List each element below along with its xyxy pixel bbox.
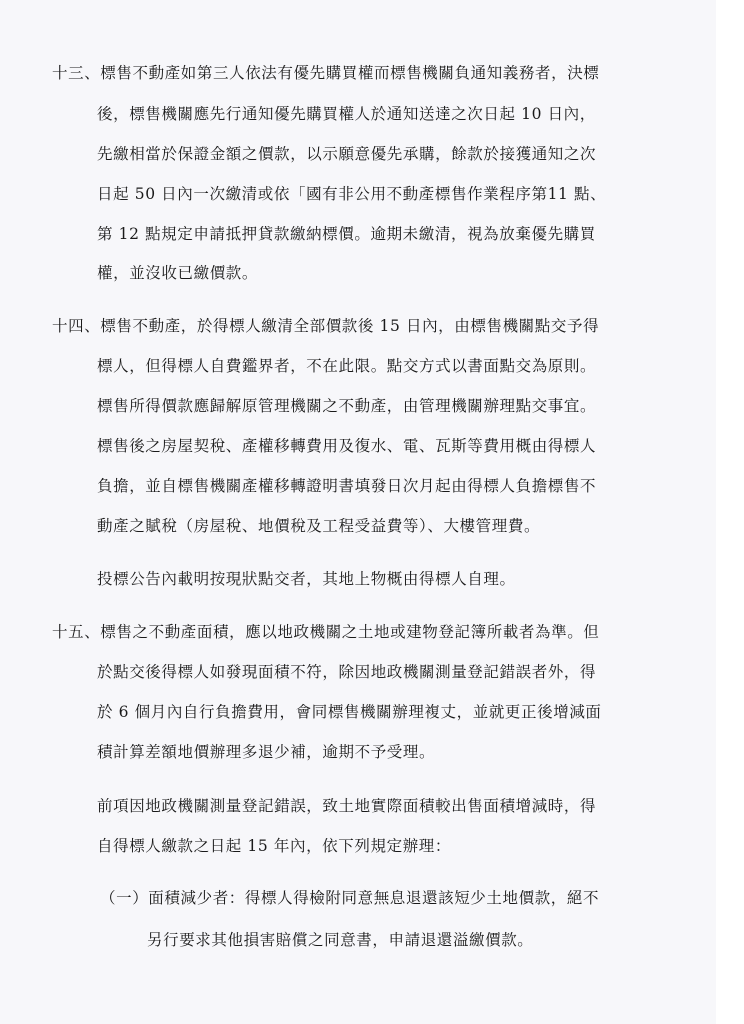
clause-15-line-2: 於點交後得標人如發現面積不符，除因地政機關測量登記錯誤者外，得 xyxy=(97,663,597,681)
clause-15-line-4: 積計算差額地價辦理多退少補，逾期不予受理。 xyxy=(97,743,436,761)
clause-15-line-3: 於 6 個月內自行負擔費用，會同標售機關辦理複丈，並就更正後增減面 xyxy=(97,703,602,721)
clause-15-line-5: 前項因地政機關測量登記錯誤，致土地實際面積較出售面積增減時，得 xyxy=(97,797,597,815)
clause-14-line-6: 動產之賦稅（房屋稅、地價稅及工程受益費等）、大樓管理費。 xyxy=(97,517,541,535)
clause-14-line-7: 投標公告內載明按現狀點交者，其地上物概由得標人自理。 xyxy=(97,570,516,588)
clause-13-line-2: 後，標售機關應先行通知優先購買權人於通知送達之次日起 10 日內， xyxy=(97,105,596,123)
clause-13-line-3: 先繳相當於保證金額之價款，以示願意優先承購，餘款於接獲通知之次 xyxy=(97,145,597,163)
clause-14-line-1: 十四、標售不動產，於得標人繳清全部價款後 15 日內，由標售機關點交予得 xyxy=(52,317,600,335)
page-edge xyxy=(716,0,744,1024)
clause-15-item-1-line-1: （一）面積減少者：得標人得檢附同意無息退還該短少土地價款，絕不 xyxy=(100,889,600,907)
clause-15-line-6: 自得標人繳款之日起 15 年內，依下列規定辦理： xyxy=(97,837,451,855)
clause-13-line-6: 權，並沒收已繳價款。 xyxy=(97,264,259,282)
clause-15-item-1-line-2: 另行要求其他損害賠償之同意書，申請退還溢繳價款。 xyxy=(147,931,534,949)
clause-14-line-4: 標售後之房屋契稅、產權移轉費用及復水、電、瓦斯等費用概由得標人 xyxy=(97,437,597,455)
clause-13-line-4: 日起 50 日內一次繳清或依「國有非公用不動產標售作業程序第11 點、 xyxy=(97,185,607,203)
clause-13-line-1: 十三、標售不動產如第三人依法有優先購買權而標售機關負通知義務者，決標 xyxy=(52,64,600,82)
clause-14-line-5: 負擔，並自標售機關產權移轉證明書填發日次月起由得標人負擔標售不 xyxy=(97,477,597,495)
clause-14-line-2: 標人，但得標人自費鑑界者，不在此限。點交方式以書面點交為原則。 xyxy=(97,357,597,375)
clause-14-line-3: 標售所得價款應歸解原管理機關之不動產，由管理機關辦理點交事宜。 xyxy=(97,397,597,415)
clause-13-line-5: 第 12 點規定申請抵押貸款繳納標價。逾期未繳清，視為放棄優先購買 xyxy=(97,225,596,243)
clause-15-line-1: 十五、標售之不動產面積，應以地政機關之土地或建物登記簿所載者為準。但 xyxy=(52,623,600,641)
